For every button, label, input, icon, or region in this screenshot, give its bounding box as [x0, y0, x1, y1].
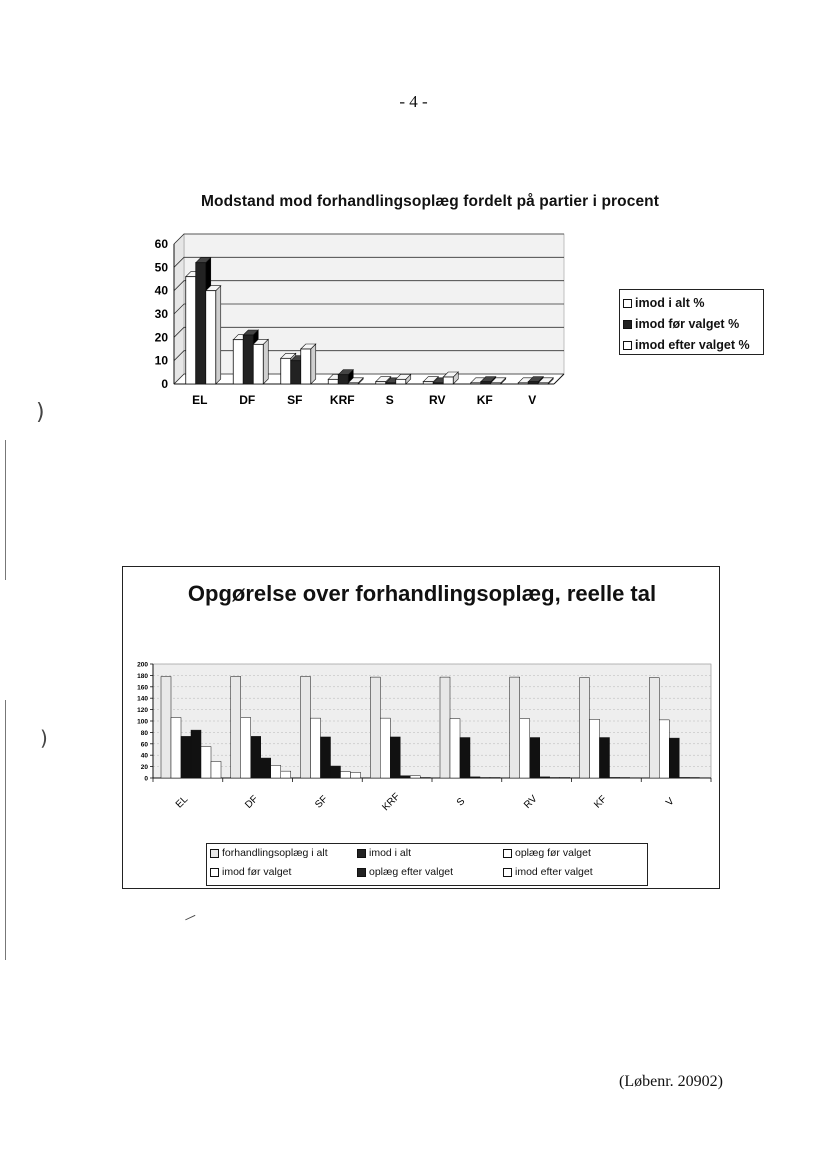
- bar: [186, 277, 196, 384]
- bar: [460, 738, 470, 778]
- y-tick-label: 20: [140, 764, 148, 772]
- bar: [241, 718, 251, 778]
- binder-edge-line: [5, 700, 6, 960]
- legend-swatch: [623, 299, 632, 308]
- bar: [301, 349, 311, 384]
- y-tick-label: 40: [154, 283, 168, 298]
- bar: [440, 677, 450, 778]
- bar: [490, 777, 500, 778]
- bar-side: [216, 286, 221, 384]
- y-tick-label: 10: [154, 353, 168, 368]
- bar-side: [311, 344, 316, 384]
- bar: [540, 777, 550, 778]
- bar: [301, 677, 311, 778]
- bar: [491, 383, 501, 384]
- legend-label: imod i alt %: [635, 296, 705, 310]
- scan-mark-bracket: ): [40, 726, 48, 750]
- x-tick-label: SF: [287, 393, 303, 407]
- bar: [520, 719, 530, 778]
- legend-swatch: [503, 868, 512, 877]
- page-number: - 4 -: [399, 92, 428, 111]
- bar: [380, 718, 390, 778]
- bar: [550, 777, 560, 778]
- bar: [171, 718, 181, 778]
- legend-swatch: [210, 849, 219, 858]
- legend-label: imod efter valget: [515, 866, 593, 878]
- bar: [590, 719, 600, 778]
- bar: [281, 358, 291, 384]
- bar: [600, 738, 610, 778]
- legend-swatch: [357, 849, 366, 858]
- bar: [328, 379, 338, 384]
- x-tick-label: KRF: [380, 791, 403, 814]
- bar: [699, 778, 709, 779]
- legend-item: [357, 866, 453, 878]
- bar: [610, 777, 620, 778]
- y-tick-label: 120: [137, 707, 148, 715]
- bar: [271, 765, 281, 778]
- bar: [528, 382, 538, 384]
- x-tick-label: SF: [313, 793, 331, 811]
- binder-edge-line: [5, 440, 6, 580]
- bar: [201, 747, 211, 778]
- y-tick-label: 200: [137, 661, 148, 669]
- bar: [530, 738, 540, 778]
- x-tick-label: DF: [243, 793, 261, 811]
- chart1-legend: [619, 289, 764, 355]
- chart1-plot: [140, 230, 580, 410]
- chart1-title: Modstand mod forhandlingsoplæg fordelt på partier i procent: [201, 193, 659, 210]
- bar: [433, 383, 443, 384]
- bar: [351, 772, 361, 778]
- bar: [480, 777, 490, 778]
- x-tick-label: S: [385, 393, 394, 407]
- bar: [423, 382, 433, 384]
- x-axis-depth: [554, 374, 564, 384]
- legend-item: [623, 314, 763, 335]
- chart2-legend: [206, 843, 648, 886]
- y-tick-label: 20: [154, 330, 168, 345]
- x-tick-label: KF: [476, 393, 493, 407]
- x-tick-label: EL: [173, 794, 191, 811]
- bar: [191, 730, 201, 778]
- bar: [338, 375, 348, 384]
- bar: [538, 383, 548, 384]
- bar: [689, 777, 699, 778]
- y-tick-label: 60: [154, 237, 168, 251]
- bar: [386, 383, 396, 384]
- x-tick-label: DF: [239, 393, 256, 407]
- bar: [331, 766, 341, 778]
- legend-label: imod før valget %: [635, 317, 740, 331]
- bar: [471, 383, 481, 384]
- bar: [233, 340, 243, 384]
- bar: [649, 678, 659, 778]
- bar: [376, 382, 386, 384]
- legend-label: oplæg før valget: [515, 847, 591, 859]
- y-tick-label: 100: [137, 718, 148, 726]
- x-tick-label: RV: [522, 793, 540, 811]
- legend-swatch: [210, 868, 219, 877]
- chart2-title: Opgørelse over forhandlingsoplæg, reelle tal: [187, 581, 657, 606]
- y-tick-label: 0: [161, 377, 168, 391]
- y-tick-label: 80: [140, 729, 148, 737]
- y-tick-label: 50: [154, 260, 168, 275]
- legend-item: [210, 847, 328, 859]
- legend-swatch: [357, 868, 366, 877]
- chart2-frame: [122, 566, 720, 889]
- bar: [206, 291, 216, 384]
- legend-swatch: [623, 320, 632, 329]
- bar: [196, 263, 206, 384]
- y-tick-label: 60: [140, 741, 148, 749]
- bar: [481, 382, 491, 384]
- legend-label: imod efter valget %: [635, 338, 750, 352]
- bar: [679, 777, 689, 778]
- bar: [291, 361, 301, 384]
- x-tick-label: KRF: [329, 393, 355, 407]
- bar: [311, 718, 321, 778]
- bar: [370, 677, 380, 778]
- footer-reference: (Løbenr. 20902): [619, 1073, 723, 1090]
- y-tick-label: 40: [140, 752, 148, 760]
- bar: [261, 758, 271, 778]
- x-tick-label: V: [528, 393, 537, 407]
- y-tick-label: 0: [144, 775, 148, 783]
- legend-label: forhandlingsoplæg i alt: [222, 847, 328, 859]
- legend-label: imod i alt: [369, 847, 412, 859]
- x-tick-label: EL: [192, 393, 208, 407]
- bar: [400, 776, 410, 778]
- legend-item: [503, 847, 591, 859]
- bar: [443, 377, 453, 384]
- bar: [396, 379, 406, 384]
- y-tick-label: 180: [137, 672, 148, 680]
- bar: [620, 777, 630, 778]
- legend-item: [623, 335, 763, 356]
- bar: [251, 736, 261, 778]
- bar: [630, 778, 640, 779]
- legend-item: [623, 293, 763, 314]
- bar: [231, 677, 241, 778]
- legend-label: oplæg efter valget: [369, 866, 454, 878]
- legend-item: [210, 866, 291, 878]
- bar: [181, 736, 191, 778]
- bar: [253, 344, 263, 384]
- bar: [470, 777, 480, 778]
- y-tick-label: 160: [137, 684, 148, 692]
- bar: [450, 719, 460, 778]
- bar: [580, 678, 590, 778]
- bar: [211, 761, 221, 778]
- bar: [281, 771, 291, 778]
- bar: [410, 776, 420, 778]
- bar: [518, 383, 528, 384]
- legend-label: imod før valget: [222, 866, 292, 878]
- legend-swatch: [503, 849, 512, 858]
- legend-item: [503, 866, 593, 878]
- bar: [560, 777, 570, 778]
- bar: [243, 335, 253, 384]
- legend-swatch: [623, 341, 632, 350]
- bar-side: [263, 339, 268, 384]
- x-tick-label: KF: [592, 793, 610, 811]
- legend-item: [357, 847, 411, 859]
- x-tick-label: V: [664, 795, 677, 809]
- bar: [390, 737, 400, 778]
- bar: [348, 383, 358, 384]
- scan-mark-bracket: ): [36, 400, 45, 425]
- bar: [341, 772, 351, 778]
- bar: [161, 677, 171, 778]
- y-tick-label: 140: [137, 695, 148, 703]
- bar: [321, 737, 331, 778]
- bar: [420, 777, 430, 778]
- x-tick-label: S: [454, 795, 468, 809]
- bar: [659, 720, 669, 778]
- bar: [510, 677, 520, 778]
- bar: [669, 738, 679, 778]
- scan-mark-dash: —: [181, 908, 199, 926]
- x-tick-label: RV: [429, 393, 446, 407]
- y-tick-label: 30: [154, 307, 168, 321]
- chart2-plot: [123, 567, 719, 842]
